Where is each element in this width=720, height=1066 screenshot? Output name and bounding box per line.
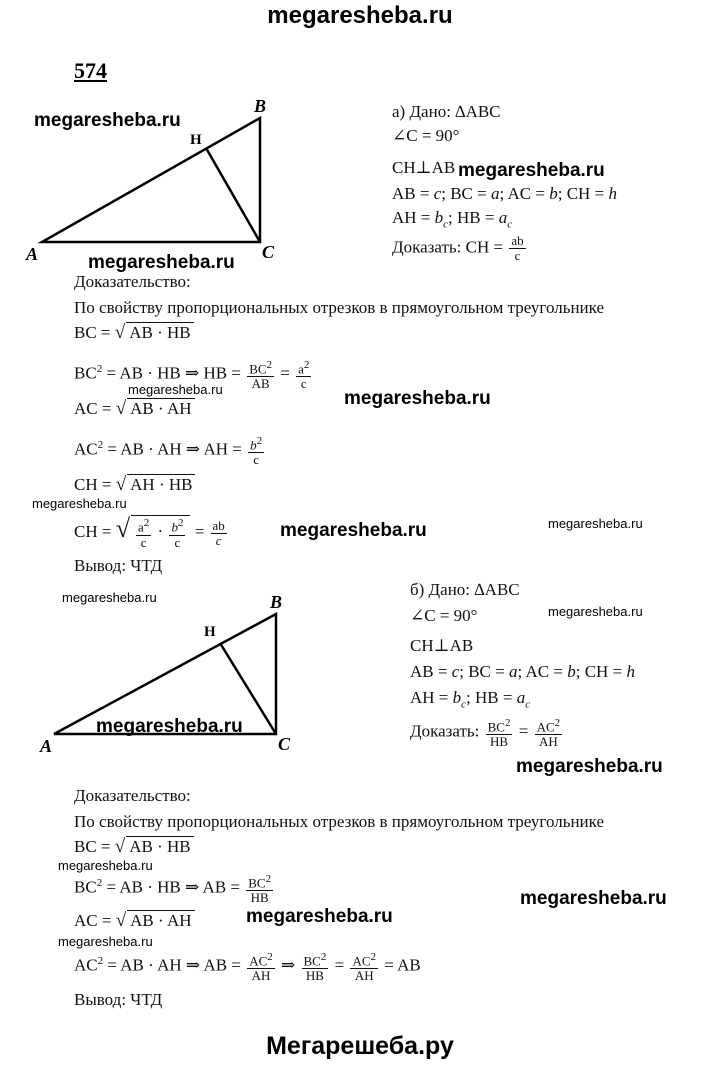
a-conclusion: Вывод: ЧТД xyxy=(74,556,163,575)
label-a-a: A xyxy=(26,244,39,264)
a-line2: $BC^2$ = AB · HB ⇒ HB = $\frac{BC^2}{AB}$ = $\frac{a^2}{c}$ xyxy=(74,359,310,392)
a-perp: CH⊥AB xyxy=(392,158,456,177)
watermark[interactable]: megaresheba.ru xyxy=(548,516,643,531)
b-line3: AC = √ AB · AH xyxy=(74,910,195,932)
label-c-a: C xyxy=(262,242,275,262)
a-sides: AB = c; BC = a; AC = b; CH = h xyxy=(392,184,617,203)
label-a-b: A xyxy=(40,736,53,756)
b-given-title: б) Дано: ∆ABC xyxy=(410,580,520,599)
b-prove: Доказать: $\frac{BC^2}{HB}$ = $\frac{AC^2}{AH}$ xyxy=(410,717,561,750)
watermark[interactable]: megaresheba.ru xyxy=(548,604,643,619)
a-given-title: а) Дано: ∆ABC xyxy=(392,102,501,121)
b-line4: $AC^2$ = AB · AH ⇒ AB = $\frac{AC^2}{AH}$ ⇒ $\frac{BC^2}{HB}$ = $\frac{AC^2}{AH}$ = AB xyxy=(74,951,421,984)
b-segments: AH = $b_c$; HB = $a_c$ xyxy=(410,688,531,711)
b-line2: $BC^2$ = AB · HB ⇒ AB = $\frac{BC^2}{HB}$ xyxy=(74,873,272,906)
label-h-a: H xyxy=(190,132,202,148)
site-header[interactable]: megaresheba.ru xyxy=(267,2,453,29)
watermark[interactable]: megaresheba.ru xyxy=(88,252,235,273)
a-prove: Доказать: CH = $\frac{ab}{c}$ xyxy=(392,233,524,263)
label-c-b: C xyxy=(278,734,291,754)
label-b-a: B xyxy=(254,96,267,116)
a-angle: ∠C = 90° xyxy=(392,126,460,145)
watermark[interactable]: megaresheba.ru xyxy=(34,110,181,131)
label-b-b: B xyxy=(270,592,283,612)
a-line4: $AC^2$ = AB · AH ⇒ AH = $\frac{b^2}{c}$ xyxy=(74,435,263,468)
watermark[interactable]: megaresheba.ru xyxy=(246,906,393,927)
problem-number: 574 xyxy=(74,58,107,83)
label-h-b: H xyxy=(204,624,216,640)
altitude-a xyxy=(206,148,260,242)
b-proof-title: Доказательство: xyxy=(74,786,191,805)
a-proof-title: Доказательство: xyxy=(74,272,191,291)
watermark[interactable]: megaresheba.ru xyxy=(344,388,491,409)
a-line5: CH = √ AH · HB xyxy=(74,474,195,496)
watermark[interactable]: megaresheba.ru xyxy=(520,888,667,909)
a-property: По свойству пропорциональных отрезков в прямоугольном треугольнике xyxy=(74,298,605,317)
watermark[interactable]: megaresheba.ru xyxy=(128,382,223,397)
watermark[interactable]: megaresheba.ru xyxy=(32,496,127,511)
watermark[interactable]: megaresheba.ru xyxy=(280,520,427,541)
b-property: По свойству пропорциональных отрезков в прямоугольном треугольнике xyxy=(74,812,605,831)
b-angle: ∠C = 90° xyxy=(410,606,478,625)
site-footer[interactable]: Мегарешеба.ру xyxy=(266,1032,454,1060)
a-line6: CH = √ $\frac{a^2}{c}$ · $\frac{b^2}{c}$ = $\frac{ab}{c}$ xyxy=(74,514,225,550)
watermark[interactable]: megaresheba.ru xyxy=(516,756,663,777)
watermark[interactable]: megaresheba.ru xyxy=(96,716,243,737)
b-sides: AB = c; BC = a; AC = b; CH = h xyxy=(410,662,635,681)
watermark[interactable]: megaresheba.ru xyxy=(58,858,153,873)
b-perp: CH⊥AB xyxy=(410,636,474,655)
watermark[interactable]: megaresheba.ru xyxy=(62,590,157,605)
b-conclusion: Вывод: ЧТД xyxy=(74,990,163,1009)
a-segments: AH = $b_c$; HB = $a_c$ xyxy=(392,208,513,231)
watermark[interactable]: megaresheba.ru xyxy=(58,934,153,949)
watermark[interactable]: megaresheba.ru xyxy=(458,160,605,181)
b-line1: BC = √ AB · HB xyxy=(74,836,194,858)
triangle-a-outline xyxy=(42,118,260,242)
a-line3: AC = √ AB · AH xyxy=(74,398,195,420)
triangle-a xyxy=(42,118,260,242)
a-line1: BC = √ AB · HB xyxy=(74,322,194,344)
